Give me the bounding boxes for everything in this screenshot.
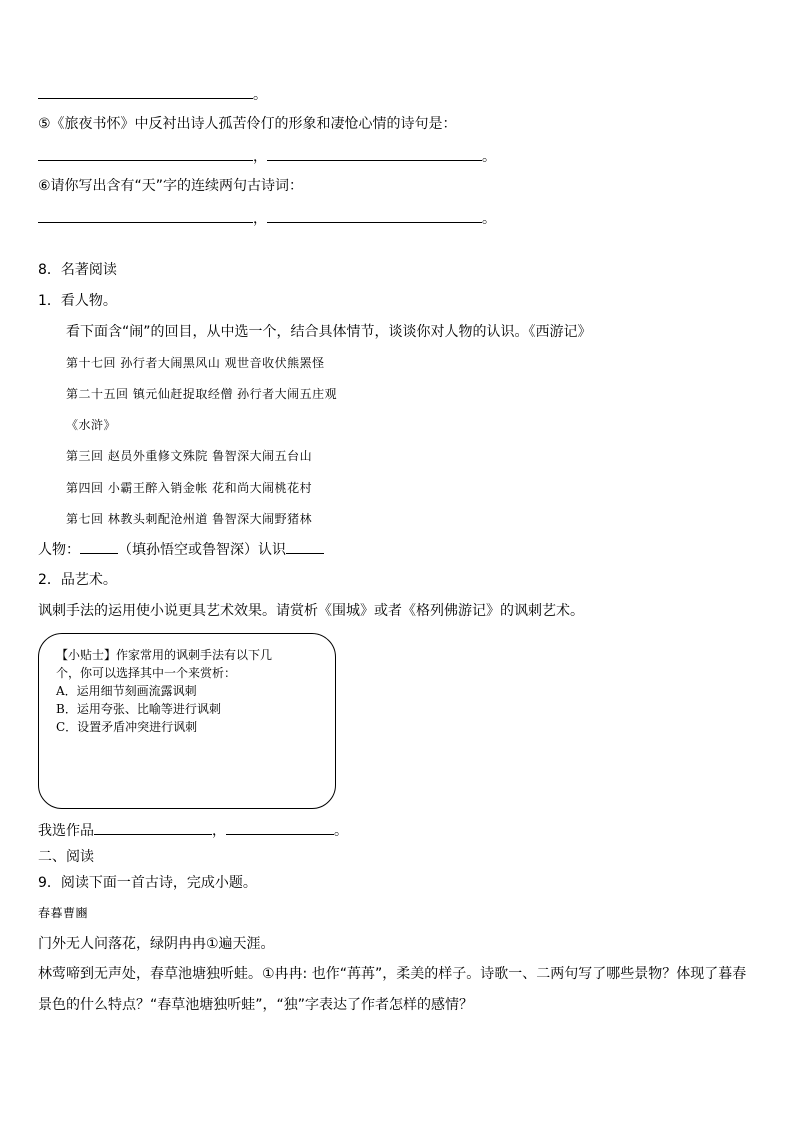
period-mark: 。	[482, 149, 496, 165]
tip-line: 个，你可以选择其中一个来赏析：	[56, 666, 237, 680]
tip-line: A．运用细节刻画流露讽刺	[56, 684, 197, 698]
answer-line-q6	[38, 208, 496, 229]
choose-work-label: 我选作品	[38, 823, 94, 839]
person-label: 人物：	[38, 542, 80, 558]
question-8-title: 8．名著阅读	[38, 262, 117, 278]
comma-mark: ，	[212, 823, 226, 839]
part2-title: 2．品艺术。	[38, 572, 117, 588]
chapter-item: 第七回 林教头刺配沧州道 鲁智深大闹野猪林	[66, 512, 313, 526]
poem-line-1: 门外无人问落花，绿阴冉冉①遍天涯。	[38, 936, 275, 952]
analysis-blank[interactable]	[226, 820, 334, 835]
chapter-item: 第二十五回 镇元仙赶捉取经僧 孙行者大闹五庄观	[66, 387, 338, 401]
question-6: ⑥请你写出含有“天”字的连续两句古诗词：	[38, 178, 304, 194]
period-mark: 。	[253, 87, 267, 103]
poem-line-2-and-question: 林莺啼到无声处，春草池塘独听蛙。①冉冉: 也作“苒苒”，柔美的样子。诗歌一、二两句写了哪些景物？体现了暮春	[38, 966, 747, 982]
answer-blank[interactable]	[38, 146, 253, 161]
work-blank[interactable]	[94, 820, 212, 835]
period-mark: 。	[334, 823, 348, 839]
question-5: ⑤《旅夜书怀》中反衬出诗人孤苦伶仃的形象和凄怆心情的诗句是：	[38, 116, 457, 132]
tip-line: B．运用夸张、比喻等进行讽刺	[56, 702, 221, 716]
question-9-title: 9．阅读下面一首古诗，完成小题。	[38, 875, 257, 891]
answer-blank[interactable]	[267, 208, 482, 223]
tip-line: 【小贴士】作家常用的讽刺手法有以下几	[56, 648, 273, 662]
part1-title: 1．看人物。	[38, 293, 117, 309]
part2-prompt: 讽刺手法的运用使小说更具艺术效果。请赏析《围城》或者《格列佛游记》的讽刺艺术。	[38, 603, 584, 619]
part1-instruction: 看下面含“闹”的回目，从中选一个，结合具体情节，谈谈你对人物的认识。《西游记》	[66, 324, 592, 340]
answer-blank[interactable]	[38, 208, 253, 223]
poem-title: 春暮曹豳	[38, 906, 89, 920]
tip-line: C．设置矛盾冲突进行讽刺	[56, 720, 198, 734]
book-title-shuihu: 《水浒》	[66, 418, 117, 432]
answer-line-q5	[38, 146, 496, 167]
section-title: 二、阅读	[38, 849, 94, 865]
answer-blank[interactable]	[38, 84, 253, 99]
answer-line-1	[38, 84, 267, 105]
comma-mark: ，	[253, 149, 267, 165]
question-9-text: 景色的什么特点？“春草池塘独听蛙”，“独”字表达了作者怎样的感情？	[38, 997, 474, 1013]
comma-mark: ，	[253, 211, 267, 227]
chapter-item: 第十七回 孙行者大闹黑风山 观世音收伏熊罴怪	[66, 356, 325, 370]
person-blank[interactable]	[80, 539, 118, 554]
understanding-blank[interactable]	[286, 539, 324, 554]
period-mark: 。	[482, 211, 496, 227]
chapter-item: 第三回 赵员外重修文殊院 鲁智深大闹五台山	[66, 449, 313, 463]
person-answer-line	[38, 539, 324, 560]
person-hint: （填孙悟空或鲁智深）认识	[118, 542, 286, 558]
chapter-item: 第四回 小霸王醉入销金帐 花和尚大闹桃花村	[66, 481, 313, 495]
choose-work-line	[38, 820, 348, 841]
answer-blank[interactable]	[267, 146, 482, 161]
